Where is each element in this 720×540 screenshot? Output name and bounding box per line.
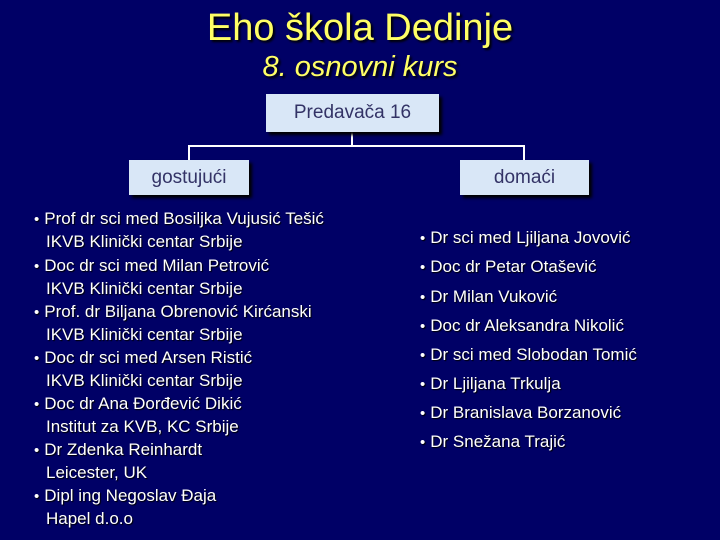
host-name: Dr Branislava Borzanović <box>430 403 622 422</box>
list-item <box>420 256 597 279</box>
org-root-box: Predavača 16 <box>266 94 439 132</box>
bullet-icon: • <box>34 350 40 367</box>
list-item <box>34 301 312 346</box>
bullet-icon: • <box>34 304 40 321</box>
host-name: Dr sci med Slobodan Tomić <box>430 345 637 364</box>
list-item <box>420 373 561 396</box>
host-name: Dr sci med Ljiljana Jovović <box>430 228 631 247</box>
bullet-icon: • <box>420 405 426 422</box>
guest-name: Prof. dr Biljana Obrenović Kirćanski <box>44 302 312 321</box>
host-name: Dr Ljiljana Trkulja <box>430 374 561 393</box>
bullet-icon: • <box>34 396 40 413</box>
guest-institution: IKVB Klinički centar Srbije <box>46 279 243 298</box>
list-item <box>34 393 242 438</box>
guest-institution: IKVB Klinički centar Srbije <box>46 325 243 344</box>
guest-name: Doc dr sci med Arsen Ristić <box>44 348 253 367</box>
page-title: Eho škola Dedinje <box>206 7 514 49</box>
guest-name: Dipl ing Negoslav Đaja <box>44 486 217 505</box>
list-item <box>34 485 216 530</box>
host-name: Doc dr Petar Otašević <box>430 257 597 276</box>
list-item <box>420 227 631 250</box>
connector-vertical-right <box>523 145 525 160</box>
guest-institution: IKVB Klinički centar Srbije <box>46 232 243 251</box>
org-hosts-box: domaći <box>460 160 589 195</box>
guest-name: Doc dr Ana Đorđević Dikić <box>44 394 242 413</box>
connector-horizontal <box>188 145 525 147</box>
host-lecturer-list <box>420 227 710 467</box>
guest-name: Prof dr sci med Bosiljka Vujusić Tešić <box>44 209 324 228</box>
bullet-icon: • <box>34 211 40 228</box>
guest-name: Doc dr sci med Milan Petrović <box>44 256 270 275</box>
list-item <box>420 286 557 309</box>
page-subtitle: 8. osnovni kurs <box>262 51 458 83</box>
list-item <box>34 347 252 392</box>
guest-name: Dr Zdenka Reinhardt <box>44 440 203 459</box>
list-item <box>420 431 565 454</box>
guest-institution: Institut za KVB, KC Srbije <box>46 417 239 436</box>
host-name: Dr Milan Vuković <box>430 287 558 306</box>
org-guests-box: gostujući <box>129 160 249 195</box>
list-item <box>420 315 624 338</box>
bullet-icon: • <box>34 488 40 505</box>
bullet-icon: • <box>420 230 426 247</box>
bullet-icon: • <box>34 258 40 275</box>
bullet-icon: • <box>420 434 426 451</box>
bullet-icon: • <box>420 318 426 335</box>
bullet-icon: • <box>420 376 426 393</box>
guest-institution: IKVB Klinički centar Srbije <box>46 371 243 390</box>
list-item <box>420 402 621 425</box>
list-item <box>420 344 637 367</box>
bullet-icon: • <box>420 347 426 364</box>
guest-institution: Hapel d.o.o <box>46 509 133 528</box>
list-item <box>34 439 202 484</box>
host-name: Doc dr Aleksandra Nikolić <box>430 316 624 335</box>
guest-institution: Leicester, UK <box>46 463 148 482</box>
list-item <box>34 208 324 253</box>
connector-vertical-root <box>351 132 353 146</box>
bullet-icon: • <box>420 289 426 306</box>
bullet-icon: • <box>420 259 426 276</box>
list-item <box>34 255 269 300</box>
host-name: Dr Snežana Trajić <box>430 432 566 451</box>
guest-lecturer-list <box>34 208 374 528</box>
bullet-icon: • <box>34 442 40 459</box>
connector-vertical-left <box>188 145 190 160</box>
